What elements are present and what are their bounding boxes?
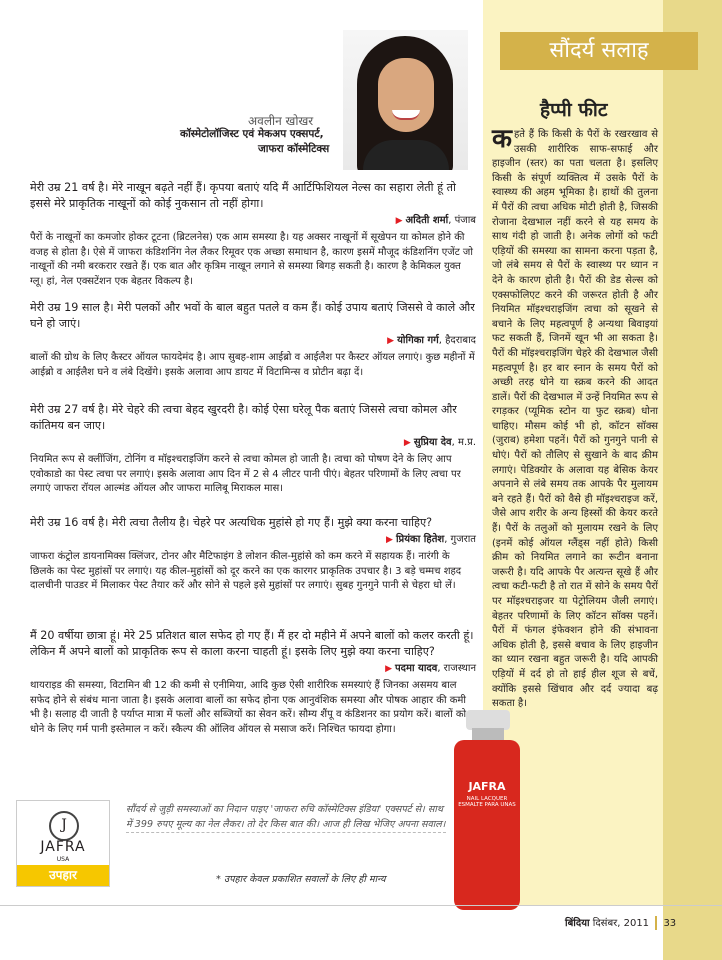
section-header: सौंदर्य सलाह [500,32,698,70]
asker-place: , पंजाब [448,215,476,226]
signature: ▶ प्रियंका हितेश, गुजरात [386,534,476,545]
question: मेरी उम्र 21 वर्ष है। मेरे नाखून बढ़ते नहीं हैं। कृपया बताएं यदि मैं आर्टिफिशियल नेल्स का सहारा लेती हूं तो इससे मेरे प्राकृतिक नाखूनों को कोई नुकसान तो नहीं होगा। [30,181,456,210]
promo-note: * उपहार केवल प्रकाशित सवालों के लिए ही मान्य [216,874,386,885]
page-number: 33 [663,918,677,929]
signature: ▶ अदिती शर्मा, पंजाब [395,215,476,226]
asker-name: अदिती शर्मा [405,215,449,226]
promo-box [16,800,466,885]
expert-role: कॉस्मेटोलॉजिस्ट एवं मेकअप एक्सपर्ट, [180,128,324,140]
asker-name: योगिका गर्ग [397,335,439,346]
expert-name: अवलीन खोखर [248,114,314,128]
qa-item [30,300,476,380]
expert-photo [343,30,468,170]
jafra-logo [16,800,110,887]
sidebar-title: हैप्पी फीट [540,99,608,121]
answer: बालों की ग्रोथ के लिए कैस्टर ऑयल फायदेमंद है। आप सुबह-शाम आईब्रो व आईलैश पर कैस्टर ऑयल लगाएं। कुछ महीनों में आईब्रो व आईलैश घने व लंबे दिखेंगे। इसके अलावा आप डायट में विटामिन्स व प्रोटीन बढ़ा दें। [30,352,475,378]
question: मेरी उम्र 27 वर्ष है। मेरे चेहरे की त्वचा बेहद खुरदरी है। कोई ऐसा घरेलू पैक बताएं जिससे त्वचा कोमल और कांतिमय बन जाए। [30,403,457,432]
signature: ▶ पदमा यादव, राजस्थान [385,663,476,674]
question: मेरी उम्र 16 वर्ष है। मेरी त्वचा तैलीय है। चेहरे पर अत्यधिक मुहांसे हो गए हैं। मुझे क्या करना चाहिए? [30,516,433,529]
signature: ▶ योगिका गर्ग, हैदराबाद [387,335,476,346]
asker-place: , गुजरात [444,534,476,545]
qa-item [30,515,476,594]
gift-label: उपहार [17,865,109,886]
answer: थायराइड की समस्या, विटामिन बी 12 की कमी से एनीमिया, आदि कुछ ऐसी शारीरिक समस्याएं हैं जिनका असमय बाल सफेद होने से संबंध माना जाता है। इसके अलावा बालों का सफेद होना एक आनुवंशिक समस्या और पोषक आहार की कमी भी है। सलाह दी जाती है पर्याप्त मात्रा में फलों और सब्जियों का सेवन करें। सौम्य शैंपू व कंडिशनर का प्रयोग करें। बालों को धोने के लिए गर्म पानी इस्तेमाल न करें। स्कैल्प की ऑलिव ऑयल से मसाज करें। निश्चित फायदा होगा। [30,680,467,735]
sidebar-text: हते हैं कि किसी के पैरों के रखरखाव से उसकी शारीरिक साफ-सफाई और हाइजीन (स्तर) का पता चलता है। इसलिए किसी के संपूर्ण व्यक्तित्व में उसके पैरों के स्वास्थ्य की अहम भूमिका है। हाथों की तुलना में पैरों की त्वचा अधिक मोटी होती है, जिसकी रोजाना देखभाल नहीं करने से यह समय के साथ गंदी हो जाती है। अनेक लोगों को फटी एड़ियों की समस्या का सामना करना पड़ता है, जो लंबे समय से पैरों के स्वास्थ्य पर ध्यान न देने के कारण होती है। पैरों की डेड सेल्स को एक्सफोलिएट करने की जरूरत होती है और नियमित मॉइश्चराइजिंग त्वचा को सूखने से बचाने के लिए महत्वपूर्ण है अन्यथा बिवाइयां फट सकती हैं, जिनमें खून भी आ सकता है। पैरों की मॉइश्चराइजिंग चेहरे की देखभाल जैसी महत्वपूर्ण है। हर बार स्नान के समय पैरों को अच्छी तरह धोने या स्क्रब करने की आदत डालें। पैरों की देखभाल में उन्हें नियमित रूप से रगड़कर (प्यूमिक स्टोन या फुट स्क्रब) धोना चाहिए। मौसम कोई भी हो, कॉटन सॉक्स (जुराब) हमेशा पहनें। पैरों को गुनगुने पानी से धोएं। पैरों को तौलिए से सुखाने के बाद क्रीम लगाएं। पेडिक्योर के अलावा यह बेसिक केयर अपनाने से लंबे समय तक आपके पैर मुलायम बने रहते हैं। पैरों को वैसे ही मॉइश्चराइज करें, जैसे आप शरीर के अन्य हिस्सों की केयर करते हैं। पैरों के तलुओं को मुलायम रखने के लिए (इनमें कोई ऑयल ग्लैंड्स नहीं होते) किसी क्रीम को नियमित लगाने का रूटीन बनाना जरूरी है। यदि आपके पैर अत्यन्त सूखे हैं और त्वचा कटी-फटी है तो रात में सोने के समय पैरों पर मॉइश्चराइजर या पेट्रोलियम जैली लगाएं। बेहतर परिणामों के लिए कॉटन सॉक्स पहनें। पैरों में फंगल इंफेक्शन होने की संभावना अधिक होती है, इससे बचाव के लिए हाइजीन का ध्यान रखना बहुत जरूरी है। यदि आपकी एड़ियों में दर्द हो तो हाई हील शूज से बचें, क्योंकि इससे खिंचाव और दर्द ज्यादा बढ़ सकता है। [492,129,658,710]
answer: पैरों के नाखूनों का कमजोर होकर टूटना (ब्रिटलनेस) एक आम समस्या है। यह अक्सर नाखूनों में सूखेपन या कोमल होने की वजह से होता है। ऐसे में जाफरा कंडिशनिंग नेल लैकर रिमूवर एक अच्छा समाधान है, कारण इसमें मौजूद कंडिशनिंग एजेंट जो नाखूनों की नमी बरकरार रखते हैं। एक बात और कृत्रिम नाखून लगाने से समस्या बिगड़ सकती है। कारण है केमिकल युक्त ग्लू। हां, नेल एक्सटेंशन एक बेहतर विकल्प है। [30,232,473,287]
asker-place: , म.प्र. [451,437,476,448]
qa-item [30,628,476,737]
logo-country: USA [56,856,70,863]
logo-brand: JAFRA [40,839,86,855]
page-footer [565,915,676,930]
issue-date: दिसंबर, 2011 [592,918,650,929]
question: मेरी उम्र 19 साल है। मेरी पलकों और भवों के बाल बहुत पतले व कम हैं। कोई उपाय बताएं जिससे वे काले और घने हो जाएं। [30,301,475,330]
answer: जाफरा कंट्रोल डायनामिक्स क्लिंजर, टोनर और मैटिफाइंग डे लोशन कील-मुहांसे को कम करने में सहायक हैं। नारंगी के छिलके का पेस्ट मुहांसों पर लगाएं। यह कील-मुहांसों को दूर करने का एक कारगर प्राकृतिक उपचार है। 3 बड़े चम्मच शहद दालचीनी पाउडर में मिलाकर पेस्ट तैयार करें और सोने से पहले इसे मुहांसों पर लगाएं। सुबह गुनगुने पानी से चेहरा धो लें। [30,551,462,591]
asker-name: सुप्रिया देव [413,437,452,448]
sidebar-body [492,124,658,712]
answer: नियमित रूप से क्लींजिंग, टोनिंग व मॉइश्चराइजिंग करने से त्वचा कोमल हो जाती है। त्वचा को पोषण देने के लिए आप एवोकाडो का पेस्ट त्वचा पर लगाएं। इसके अलावा आप दिन में 2 से 4 लीटर पानी पीएं। बेहतर परिणामों के लिए त्वचा पर लगाएं जाफरा रॉयल आल्मंड ऑयल और जाफरा मालिबू मिराकल मास। [30,454,461,494]
asker-place: , राजस्थान [437,663,476,674]
qa-item [30,180,476,289]
product-subtitle: NAIL LACQUER ESMALTE PARA UNAS [458,796,516,808]
asker-name: पदमा यादव [395,663,438,674]
magazine-name: बिंदिया [565,918,590,929]
signature: ▶ सुप्रिया देव, म.प्र. [403,437,476,448]
asker-name: प्रियंका हितेश [395,534,445,545]
expert-company: जाफरा कॉस्मेटिक्स [258,143,330,155]
footer-divider [0,905,722,906]
drop-cap: क [492,124,512,154]
asker-place: , हैदराबाद [438,335,476,346]
question: मैं 20 वर्षीया छात्रा हूं। मेरे 25 प्रतिशत बाल सफेद हो गए हैं। मैं हर दो महीने में अपने बालों को कलर करती हूं। लेकिन मैं अपने बालों को प्राकृतिक रूप से काला करना चाहती हूं। इसके लिए मुझे क्या करना चाहिए? [30,629,474,658]
side-stripe [663,0,722,960]
product-brand: JAFRA [468,780,506,793]
promo-text: सौंदर्य से जुड़ी समस्याओं का निदान पाइए 'जाफरा रुचि कॉस्मेटिक्स इंडिया' एक्सपर्ट से। साथ में 399 रुपए मूल्य का नेल लैकर। तो देर किस बात की। आज ही लिख भेजिए अपना सवाल। [126,802,446,833]
jafra-logo-icon: J [49,811,79,841]
qa-item [30,402,476,497]
